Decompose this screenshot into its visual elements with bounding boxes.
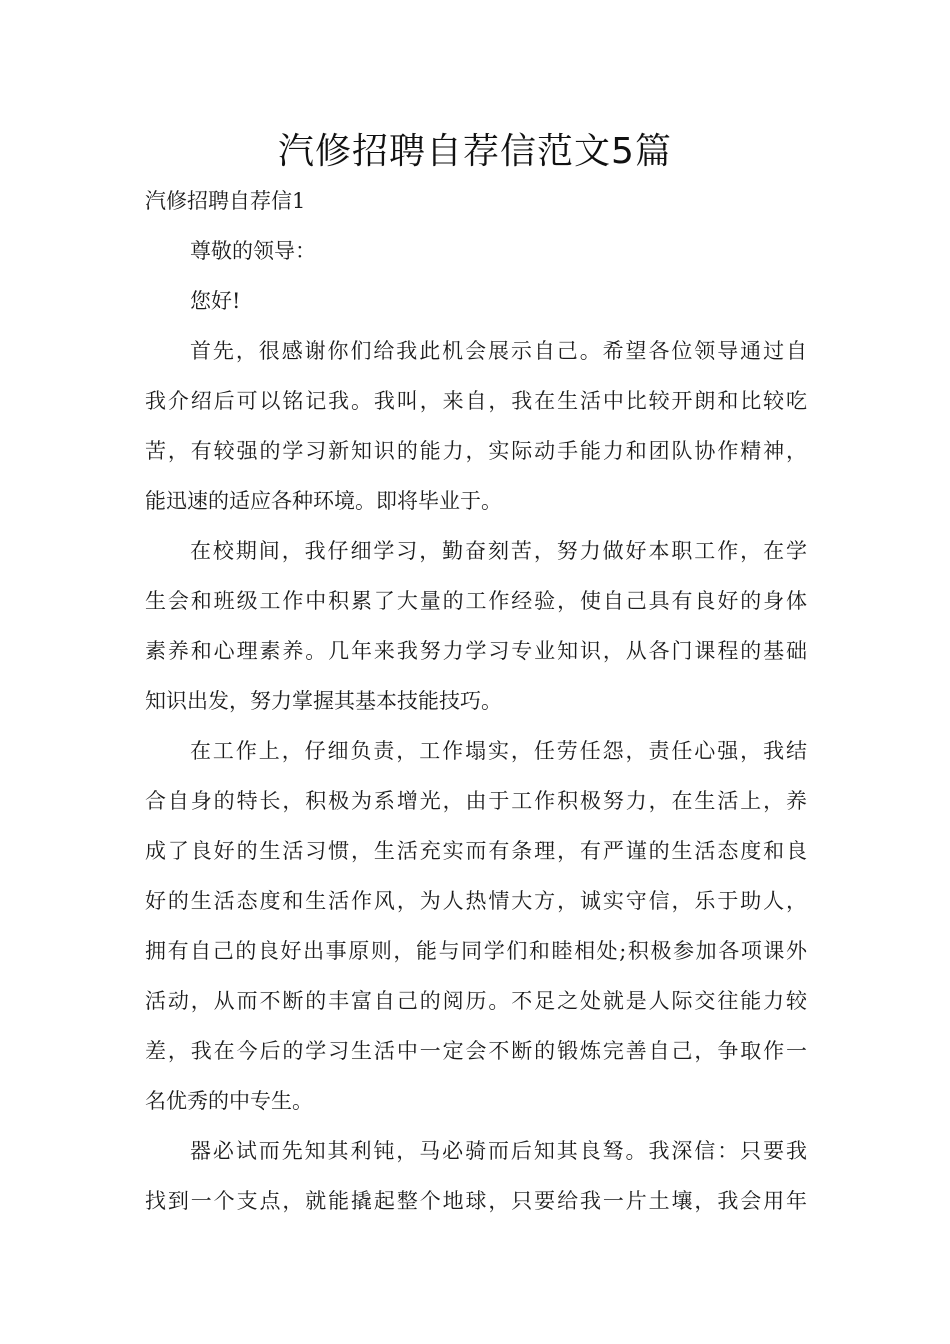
paragraph-line: 成了良好的生活习惯，生活充实而有条理，有严谨的生活态度和良 [145, 839, 807, 863]
paragraph-line: 在校期间，我仔细学习，勤奋刻苦，努力做好本职工作，在学 [190, 539, 807, 563]
paragraph-line: 活动，从而不断的丰富自己的阅历。不足之处就是人际交往能力较 [145, 989, 807, 1013]
document-title: 汽修招聘自荐信范文5篇 [278, 131, 672, 172]
paragraph-line: 找到一个支点，就能撬起整个地球，只要给我一片土壤，我会用年 [145, 1189, 807, 1213]
paragraph-line: 素养和心理素养。几年来我努力学习专业知识，从各门课程的基础 [145, 639, 807, 663]
paragraph-line: 生会和班级工作中积累了大量的工作经验，使自己具有良好的身体 [145, 589, 807, 613]
paragraph-line: 知识出发，努力掌握其基本技能技巧。 [145, 689, 502, 713]
paragraph-line: 苦，有较强的学习新知识的能力，实际动手能力和团队协作精神， [145, 439, 807, 463]
paragraph-line: 好的生活态度和生活作风，为人热情大方，诚实守信，乐于助人， [145, 889, 807, 913]
paragraph-line: 差，我在今后的学习生活中一定会不断的锻炼完善自己，争取作一 [145, 1039, 807, 1063]
paragraph-line: 合自身的特长，积极为系增光，由于工作积极努力，在生活上，养 [145, 789, 807, 813]
paragraph-line: 我介绍后可以铭记我。我叫，来自，我在生活中比较开朗和比较吃 [145, 389, 807, 413]
salutation: 尊敬的领导： [190, 239, 316, 263]
greeting: 您好! [190, 289, 241, 313]
paragraph-line: 能迅速的适应各种环境。即将毕业于。 [145, 489, 502, 513]
paragraph-line: 在工作上，仔细负责，工作塌实，任劳任怨，责任心强，我结 [190, 739, 807, 763]
paragraph-line: 器必试而先知其利钝，马必骑而后知其良驽。我深信：只要我 [190, 1139, 807, 1163]
paragraph-line: 拥有自己的良好出事原则，能与同学们和睦相处;积极参加各项课外 [145, 939, 807, 963]
paragraph-line: 首先，很感谢你们给我此机会展示自己。希望各位领导通过自 [190, 339, 807, 363]
paragraph-line: 名优秀的中专生。 [145, 1089, 313, 1113]
section-heading: 汽修招聘自荐信1 [145, 189, 306, 213]
